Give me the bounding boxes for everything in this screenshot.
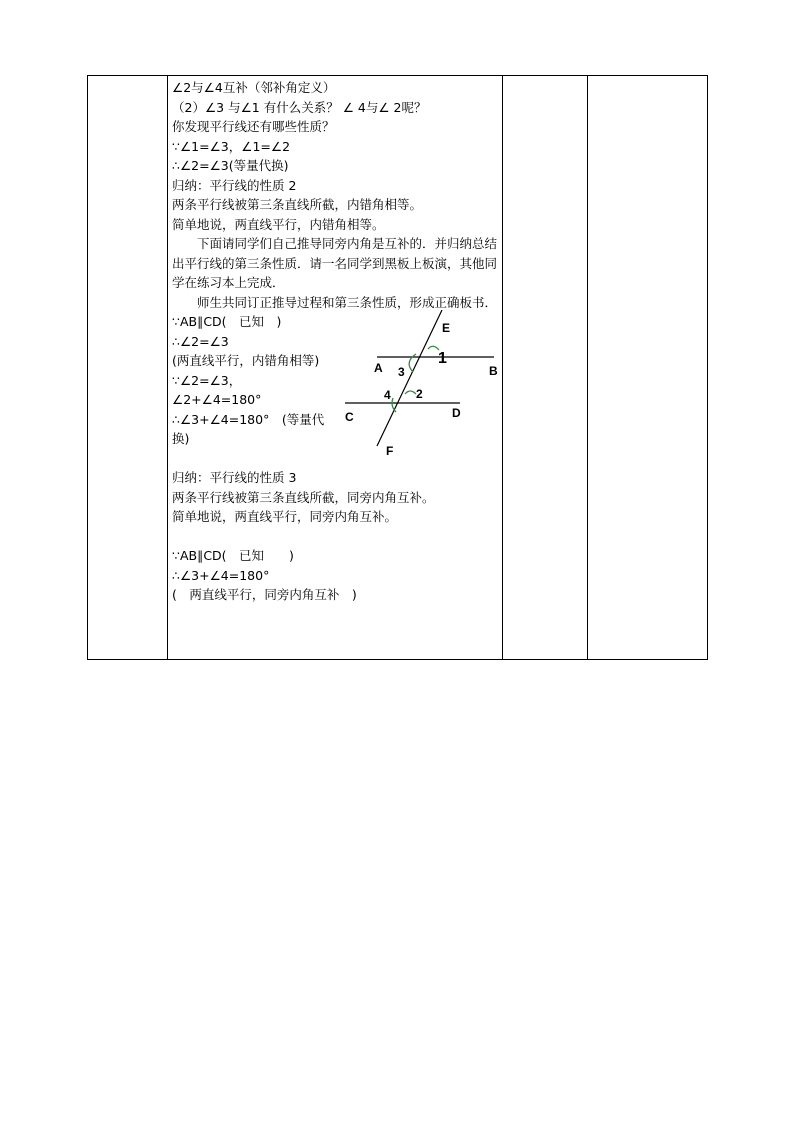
spacer: [172, 527, 498, 547]
angle-label-2: 2: [416, 387, 423, 401]
property-statement: 两条平行线被第三条直线所截，内错角相等。: [172, 197, 423, 212]
label-b: B: [489, 364, 498, 378]
text-line: ∠2与∠4互补（邻补角定义）: [172, 80, 336, 95]
property-statement: 两条平行线被第三条直线所截，同旁内角互补。: [172, 489, 435, 505]
summary-heading: 归纳：平行线的性质 3: [172, 470, 297, 485]
empty-cell-right: [588, 76, 708, 660]
text-line: 你发现平行线还有哪些性质？: [172, 119, 335, 134]
property-short: 简单地说，两直线平行，内错角相等。: [172, 216, 385, 232]
proof-line: ∴∠2=∠3(等量代换): [172, 158, 289, 173]
property-short: 简单地说，两直线平行，同旁内角互补。: [172, 509, 398, 524]
angle-label-1: 1: [438, 350, 447, 367]
parallel-lines-figure: [342, 310, 507, 466]
content-cell: [168, 76, 503, 660]
angle-arc-4: [392, 398, 396, 412]
proof-line: ∴∠3+∠4=180°: [172, 567, 270, 583]
label-f: F: [386, 444, 394, 458]
proof-text: [172, 312, 337, 449]
proof-line: ∵AB∥CD( 已知 ): [172, 314, 282, 329]
instruction-paragraph: 师生共同订正推导过程和第三条性质，形成正确板书．: [197, 294, 498, 310]
angle-label-4: 4: [384, 388, 391, 402]
proof-line: ∵∠2=∠3，: [172, 372, 242, 388]
label-d: D: [452, 406, 461, 420]
transversal-ef: [377, 310, 442, 446]
label-a: A: [374, 361, 383, 375]
proof-with-figure: [172, 312, 498, 468]
proof-line: ∴∠2=∠3: [172, 333, 229, 349]
empty-cell-notes: [503, 76, 588, 660]
proof-reason: ( 两直线平行，同旁内角互补 ): [172, 587, 357, 602]
question-line: （2）∠3 与∠1 有什么关系？ ∠ 4与∠ 2呢？: [172, 99, 427, 115]
label-e: E: [442, 321, 451, 335]
proof-line: ∵AB∥CD( 已知 ): [172, 548, 294, 563]
proof-line: ∴∠3+∠4=180° (等量代换): [172, 411, 325, 446]
label-c: C: [345, 410, 354, 424]
angle-label-3: 3: [398, 365, 405, 379]
lesson-table: [87, 75, 708, 660]
proof-reason: (两直线平行，内错角相等): [172, 353, 320, 368]
table-row: [88, 76, 708, 660]
proof-line: ∠2+∠4=180°: [172, 392, 262, 407]
summary-heading: 归纳：平行线的性质 2: [172, 177, 297, 193]
angle-arc-2: [405, 391, 416, 394]
empty-cell-left: [88, 76, 168, 660]
proof-line: ∵∠1=∠3，∠1=∠2: [172, 138, 291, 154]
instruction-paragraph: 下面请同学们自己推导同旁内角是互补的．并归纳总结出平行线的第三条性质．请一名同学到黑板上板演，其他同学在练习本上完成．: [172, 236, 498, 290]
